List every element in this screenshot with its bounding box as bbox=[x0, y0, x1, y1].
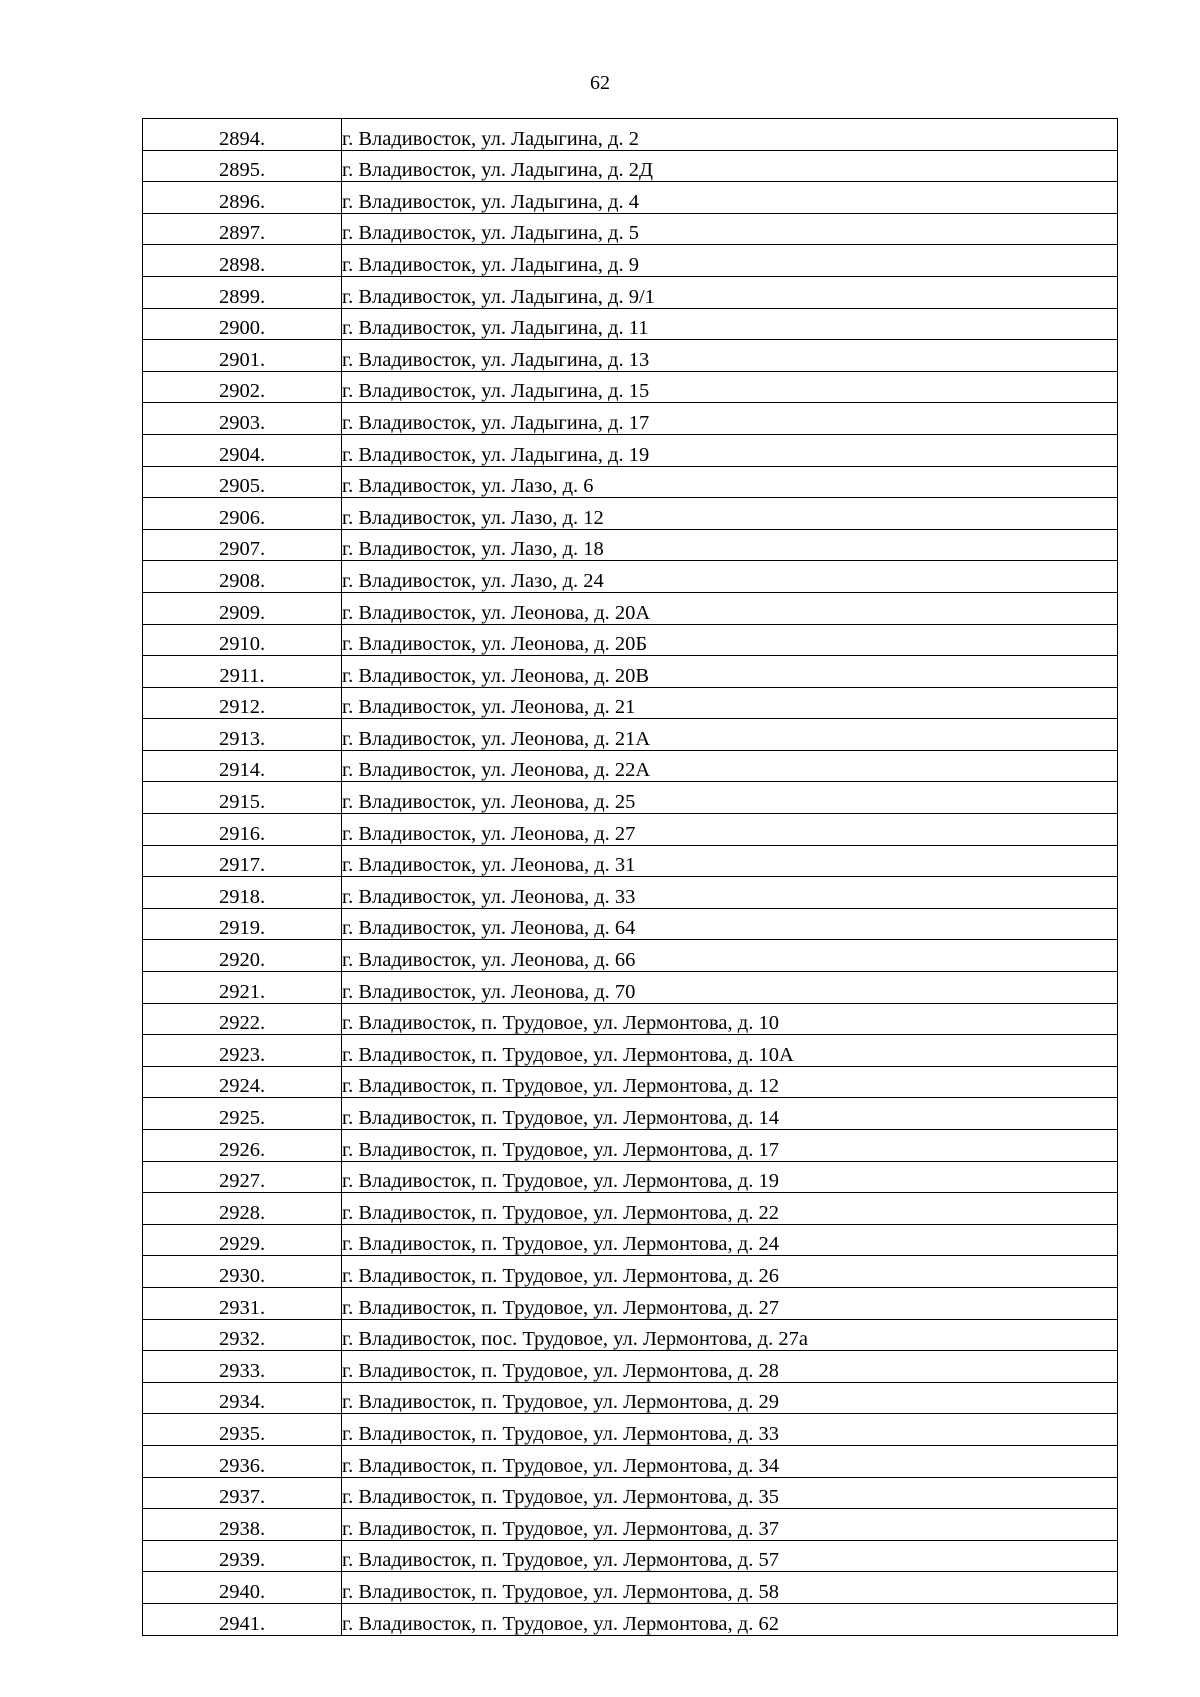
row-address: г. Владивосток, ул. Лазо, д. 12 bbox=[342, 498, 1118, 530]
row-number: 2937. bbox=[143, 1477, 342, 1509]
row-number: 2907. bbox=[143, 529, 342, 561]
row-address: г. Владивосток, ул. Лазо, д. 24 bbox=[342, 561, 1118, 593]
row-address: г. Владивосток, п. Трудовое, ул. Лермонтова, д. 29 bbox=[342, 1382, 1118, 1414]
table-row bbox=[143, 1319, 1118, 1351]
table-row bbox=[143, 814, 1118, 846]
row-number: 2902. bbox=[143, 371, 342, 403]
row-address: г. Владивосток, ул. Леонова, д. 31 bbox=[342, 845, 1118, 877]
table-row bbox=[143, 1066, 1118, 1098]
row-number: 2924. bbox=[143, 1066, 342, 1098]
row-address: г. Владивосток, ул. Леонова, д. 21 bbox=[342, 687, 1118, 719]
table-row bbox=[143, 403, 1118, 435]
row-address: г. Владивосток, ул. Леонова, д. 21А bbox=[342, 719, 1118, 751]
row-number: 2941. bbox=[143, 1603, 342, 1635]
row-number: 2897. bbox=[143, 213, 342, 245]
row-address: г. Владивосток, ул. Леонова, д. 70 bbox=[342, 972, 1118, 1004]
row-address: г. Владивосток, ул. Леонова, д. 66 bbox=[342, 940, 1118, 972]
row-number: 2933. bbox=[143, 1351, 342, 1383]
row-number: 2920. bbox=[143, 940, 342, 972]
table-row bbox=[143, 877, 1118, 909]
row-address: г. Владивосток, ул. Леонова, д. 22А bbox=[342, 750, 1118, 782]
table-row bbox=[143, 940, 1118, 972]
row-address: г. Владивосток, п. Трудовое, ул. Лермонтова, д. 62 bbox=[342, 1603, 1118, 1635]
row-number: 2908. bbox=[143, 561, 342, 593]
row-number: 2899. bbox=[143, 276, 342, 308]
row-number: 2896. bbox=[143, 182, 342, 214]
row-number: 2925. bbox=[143, 1098, 342, 1130]
table-row bbox=[143, 276, 1118, 308]
row-number: 2919. bbox=[143, 908, 342, 940]
row-address: г. Владивосток, ул. Ладыгина, д. 9/1 bbox=[342, 276, 1118, 308]
table-row bbox=[143, 1382, 1118, 1414]
table-row bbox=[143, 119, 1118, 151]
table-row bbox=[143, 1224, 1118, 1256]
row-number: 2895. bbox=[143, 150, 342, 182]
table-row bbox=[143, 1256, 1118, 1288]
row-address: г. Владивосток, пос. Трудовое, ул. Лермонтова, д. 27а bbox=[342, 1319, 1118, 1351]
table-row bbox=[143, 624, 1118, 656]
row-number: 2918. bbox=[143, 877, 342, 909]
table-row bbox=[143, 1287, 1118, 1319]
row-number: 2938. bbox=[143, 1509, 342, 1541]
row-address: г. Владивосток, ул. Ладыгина, д. 19 bbox=[342, 434, 1118, 466]
row-number: 2903. bbox=[143, 403, 342, 435]
row-number: 2932. bbox=[143, 1319, 342, 1351]
row-number: 2905. bbox=[143, 466, 342, 498]
table-row bbox=[143, 719, 1118, 751]
row-address: г. Владивосток, ул. Леонова, д. 20В bbox=[342, 656, 1118, 688]
row-address: г. Владивосток, ул. Леонова, д. 25 bbox=[342, 782, 1118, 814]
table-row bbox=[143, 1540, 1118, 1572]
row-address: г. Владивосток, п. Трудовое, ул. Лермонтова, д. 58 bbox=[342, 1572, 1118, 1604]
table-row bbox=[143, 592, 1118, 624]
table-row bbox=[143, 656, 1118, 688]
row-address: г. Владивосток, ул. Лазо, д. 18 bbox=[342, 529, 1118, 561]
row-number: 2909. bbox=[143, 592, 342, 624]
table-row bbox=[143, 782, 1118, 814]
row-number: 2927. bbox=[143, 1161, 342, 1193]
row-address: г. Владивосток, ул. Леонова, д. 20Б bbox=[342, 624, 1118, 656]
row-address: г. Владивосток, п. Трудовое, ул. Лермонтова, д. 17 bbox=[342, 1130, 1118, 1162]
table-row bbox=[143, 213, 1118, 245]
table-row bbox=[143, 1414, 1118, 1446]
table-row bbox=[143, 466, 1118, 498]
table-row bbox=[143, 245, 1118, 277]
row-address: г. Владивосток, п. Трудовое, ул. Лермонтова, д. 22 bbox=[342, 1193, 1118, 1225]
table-row bbox=[143, 1445, 1118, 1477]
row-address: г. Владивосток, ул. Ладыгина, д. 9 bbox=[342, 245, 1118, 277]
row-address: г. Владивосток, ул. Леонова, д. 33 bbox=[342, 877, 1118, 909]
row-number: 2940. bbox=[143, 1572, 342, 1604]
row-address: г. Владивосток, п. Трудовое, ул. Лермонтова, д. 24 bbox=[342, 1224, 1118, 1256]
table-row bbox=[143, 308, 1118, 340]
row-address: г. Владивосток, ул. Ладыгина, д. 13 bbox=[342, 340, 1118, 372]
row-number: 2911. bbox=[143, 656, 342, 688]
table-row bbox=[143, 498, 1118, 530]
row-address: г. Владивосток, ул. Ладыгина, д. 11 bbox=[342, 308, 1118, 340]
table-row bbox=[143, 1193, 1118, 1225]
row-number: 2910. bbox=[143, 624, 342, 656]
row-address: г. Владивосток, ул. Леонова, д. 20А bbox=[342, 592, 1118, 624]
row-number: 2934. bbox=[143, 1382, 342, 1414]
row-number: 2913. bbox=[143, 719, 342, 751]
page-number: 62 bbox=[590, 72, 610, 94]
table-row bbox=[143, 434, 1118, 466]
row-number: 2906. bbox=[143, 498, 342, 530]
row-address: г. Владивосток, п. Трудовое, ул. Лермонтова, д. 28 bbox=[342, 1351, 1118, 1383]
row-address: г. Владивосток, п. Трудовое, ул. Лермонтова, д. 10А bbox=[342, 1035, 1118, 1067]
table-row bbox=[143, 1509, 1118, 1541]
row-number: 2917. bbox=[143, 845, 342, 877]
table-row bbox=[143, 1351, 1118, 1383]
row-number: 2915. bbox=[143, 782, 342, 814]
table-row bbox=[143, 972, 1118, 1004]
row-number: 2898. bbox=[143, 245, 342, 277]
row-address: г. Владивосток, п. Трудовое, ул. Лермонтова, д. 33 bbox=[342, 1414, 1118, 1446]
row-address: г. Владивосток, ул. Лазо, д. 6 bbox=[342, 466, 1118, 498]
row-number: 2900. bbox=[143, 308, 342, 340]
table-row bbox=[143, 182, 1118, 214]
table-row bbox=[143, 1098, 1118, 1130]
row-address: г. Владивосток, ул. Ладыгина, д. 4 bbox=[342, 182, 1118, 214]
row-address: г. Владивосток, п. Трудовое, ул. Лермонтова, д. 34 bbox=[342, 1445, 1118, 1477]
row-address: г. Владивосток, ул. Ладыгина, д. 2Д bbox=[342, 150, 1118, 182]
row-number: 2916. bbox=[143, 814, 342, 846]
row-address: г. Владивосток, п. Трудовое, ул. Лермонтова, д. 35 bbox=[342, 1477, 1118, 1509]
row-address: г. Владивосток, п. Трудовое, ул. Лермонтова, д. 12 bbox=[342, 1066, 1118, 1098]
row-number: 2901. bbox=[143, 340, 342, 372]
row-number: 2912. bbox=[143, 687, 342, 719]
row-number: 2939. bbox=[143, 1540, 342, 1572]
row-number: 2935. bbox=[143, 1414, 342, 1446]
table-row bbox=[143, 529, 1118, 561]
row-number: 2923. bbox=[143, 1035, 342, 1067]
row-address: г. Владивосток, п. Трудовое, ул. Лермонтова, д. 26 bbox=[342, 1256, 1118, 1288]
row-number: 2926. bbox=[143, 1130, 342, 1162]
table-row bbox=[143, 845, 1118, 877]
row-number: 2904. bbox=[143, 434, 342, 466]
table-row bbox=[143, 1603, 1118, 1635]
row-address: г. Владивосток, п. Трудовое, ул. Лермонтова, д. 57 bbox=[342, 1540, 1118, 1572]
row-number: 2931. bbox=[143, 1287, 342, 1319]
table-row bbox=[143, 1477, 1118, 1509]
table-row bbox=[143, 1161, 1118, 1193]
row-address: г. Владивосток, п. Трудовое, ул. Лермонтова, д. 10 bbox=[342, 1003, 1118, 1035]
row-address: г. Владивосток, п. Трудовое, ул. Лермонтова, д. 27 bbox=[342, 1287, 1118, 1319]
table-row bbox=[143, 371, 1118, 403]
address-table-body bbox=[143, 119, 1118, 1636]
table-row bbox=[143, 750, 1118, 782]
table-row bbox=[143, 150, 1118, 182]
table-row bbox=[143, 687, 1118, 719]
table-row bbox=[143, 1003, 1118, 1035]
row-address: г. Владивосток, п. Трудовое, ул. Лермонтова, д. 19 bbox=[342, 1161, 1118, 1193]
row-number: 2914. bbox=[143, 750, 342, 782]
row-address: г. Владивосток, ул. Ладыгина, д. 17 bbox=[342, 403, 1118, 435]
table-row bbox=[143, 908, 1118, 940]
row-address: г. Владивосток, ул. Леонова, д. 27 bbox=[342, 814, 1118, 846]
row-number: 2936. bbox=[143, 1445, 342, 1477]
address-table bbox=[142, 118, 1118, 1636]
row-number: 2894. bbox=[143, 119, 342, 151]
row-address: г. Владивосток, п. Трудовое, ул. Лермонтова, д. 14 bbox=[342, 1098, 1118, 1130]
row-address: г. Владивосток, ул. Ладыгина, д. 5 bbox=[342, 213, 1118, 245]
table-row bbox=[143, 1035, 1118, 1067]
row-address: г. Владивосток, ул. Ладыгина, д. 15 bbox=[342, 371, 1118, 403]
row-number: 2921. bbox=[143, 972, 342, 1004]
row-address: г. Владивосток, п. Трудовое, ул. Лермонтова, д. 37 bbox=[342, 1509, 1118, 1541]
table-row bbox=[143, 561, 1118, 593]
table-row bbox=[143, 1572, 1118, 1604]
row-number: 2929. bbox=[143, 1224, 342, 1256]
table-row bbox=[143, 340, 1118, 372]
table-row bbox=[143, 1130, 1118, 1162]
row-address: г. Владивосток, ул. Ладыгина, д. 2 bbox=[342, 119, 1118, 151]
row-address: г. Владивосток, ул. Леонова, д. 64 bbox=[342, 908, 1118, 940]
row-number: 2928. bbox=[143, 1193, 342, 1225]
row-number: 2930. bbox=[143, 1256, 342, 1288]
row-number: 2922. bbox=[143, 1003, 342, 1035]
